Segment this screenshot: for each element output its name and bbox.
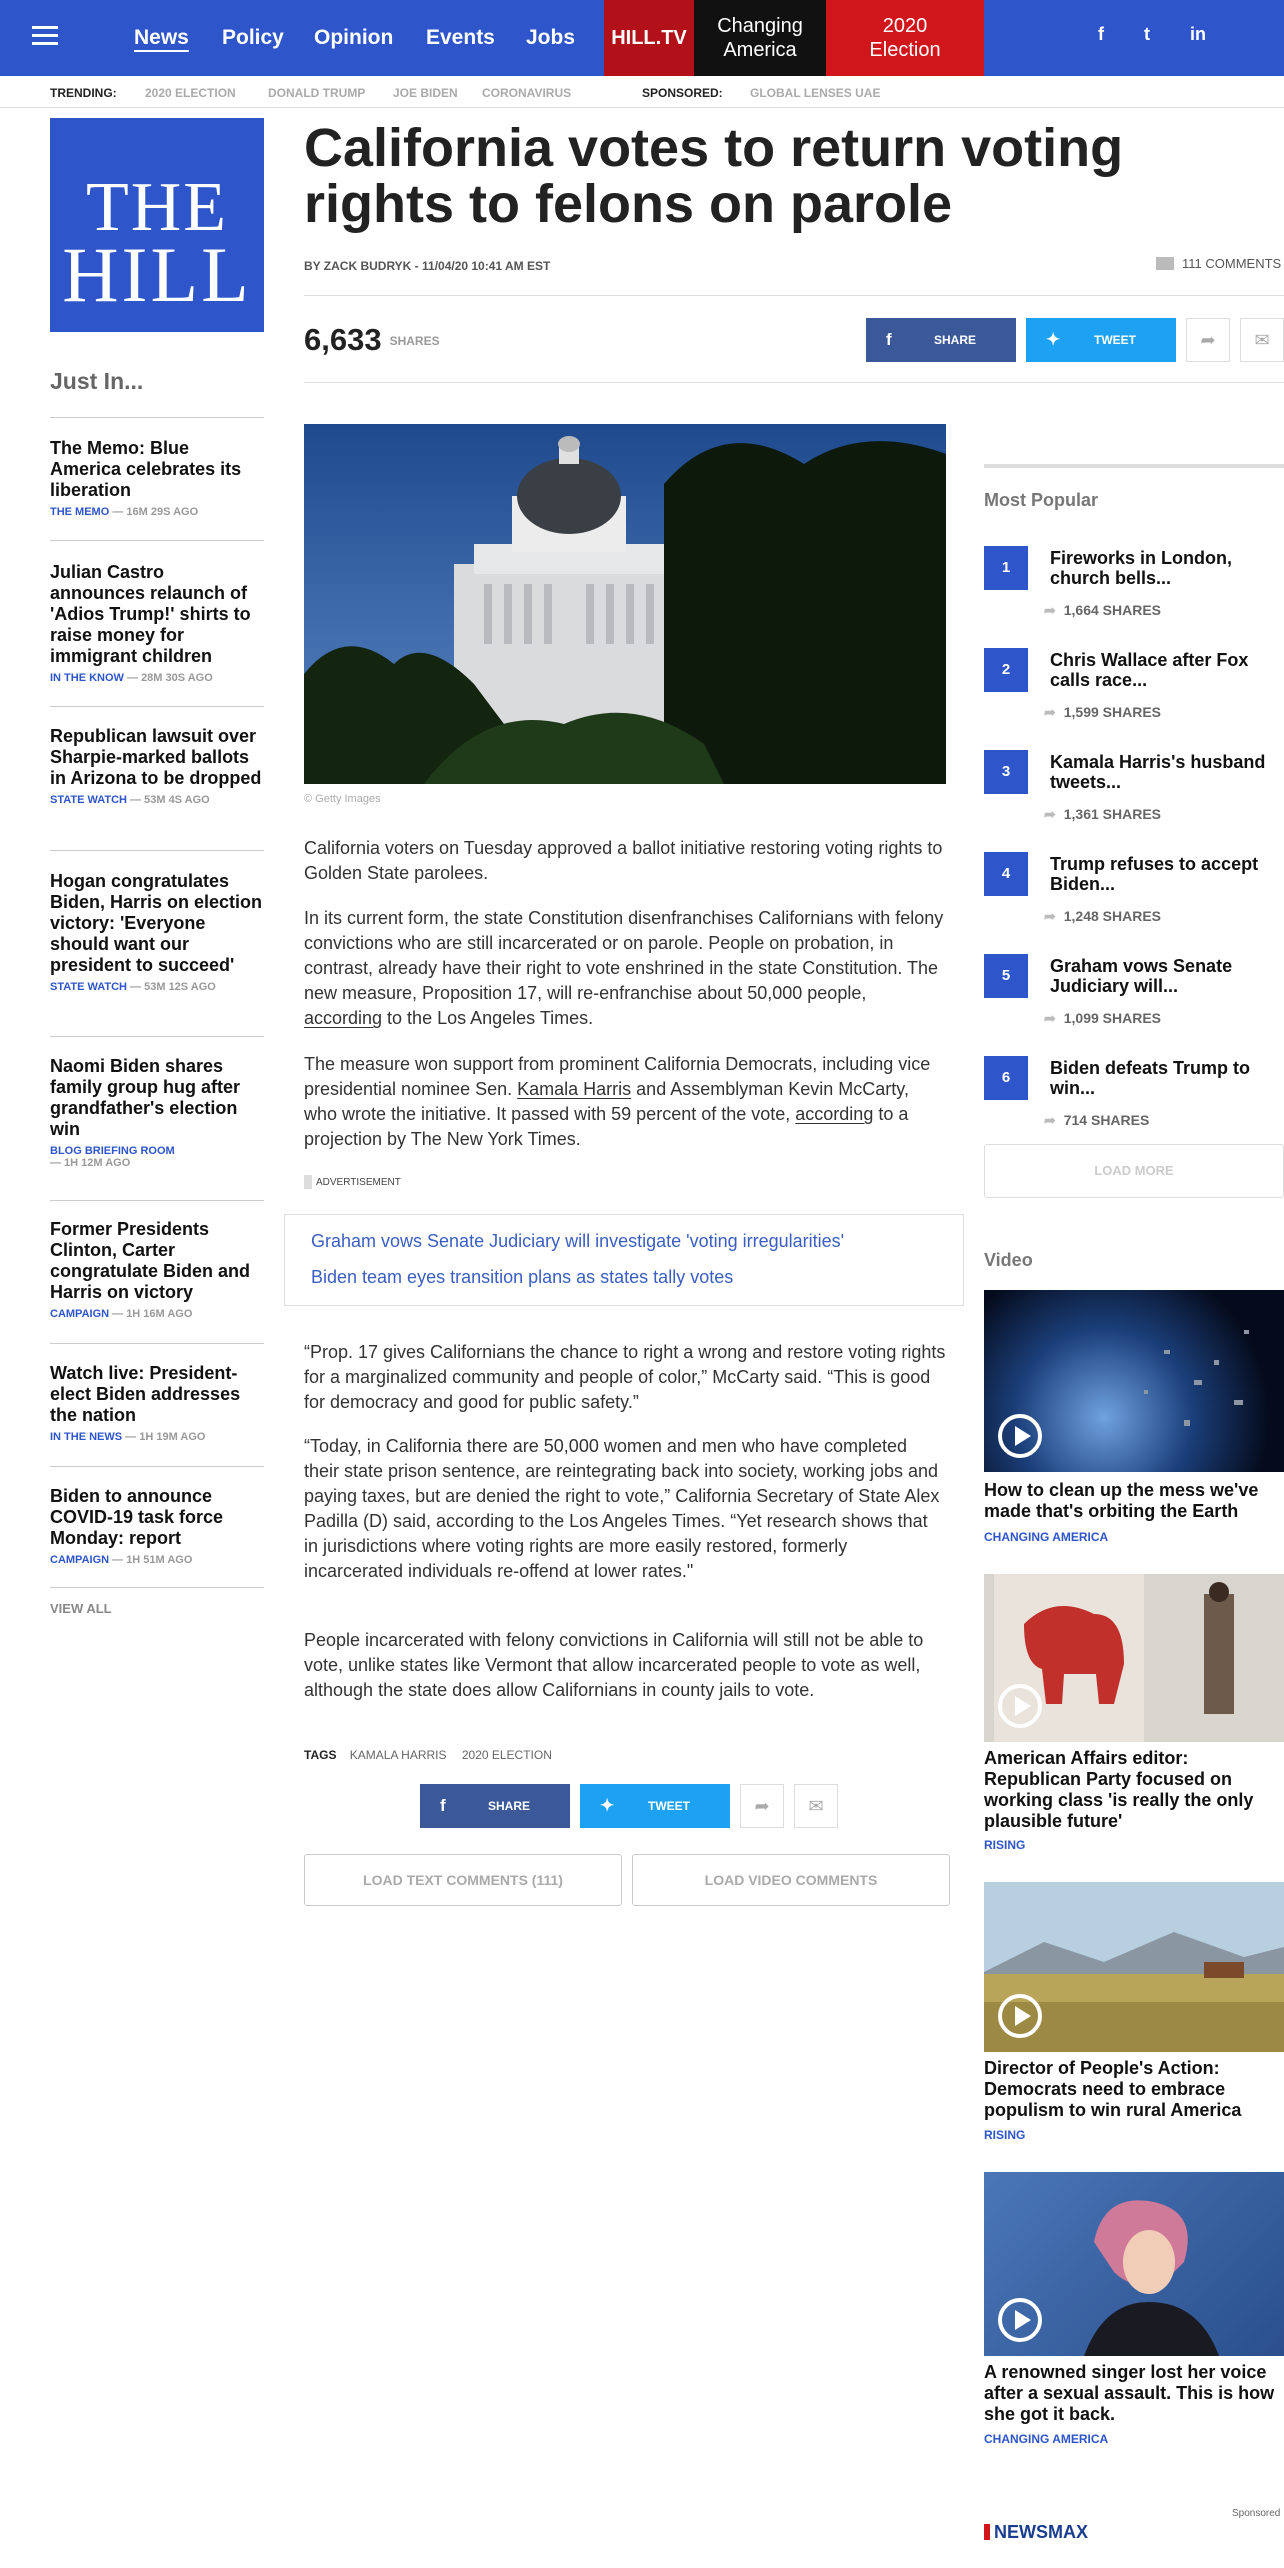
- video-title[interactable]: American Affairs editor: Republican Party focused on working class 'is really the only plausible future': [984, 1748, 1254, 1831]
- video-category[interactable]: CHANGING AMERICA: [984, 1530, 1109, 1544]
- just-in-title: Just In...: [50, 368, 144, 394]
- linkedin-icon[interactable]: in: [1190, 24, 1206, 44]
- popular-shares: ➦ 1,099 SHARES: [1044, 1010, 1162, 1026]
- email-icon[interactable]: ✉: [1240, 318, 1284, 362]
- rank-badge: 5: [984, 954, 1028, 998]
- popular-item[interactable]: Kamala Harris's husband tweets...: [1050, 752, 1266, 792]
- twitter-share-button[interactable]: ✦ TWEET: [1026, 318, 1176, 362]
- popular-item[interactable]: Trump refuses to accept Biden...: [1050, 854, 1259, 894]
- view-all-link[interactable]: VIEW ALL: [50, 1601, 112, 1616]
- share-arrow-icon: ➦: [1044, 1010, 1056, 1026]
- just-in-item[interactable]: Watch live: President-elect Biden addresses the nation IN THE NEWS — 1H 19M AGO: [50, 1363, 241, 1443]
- video-category[interactable]: RISING: [984, 2128, 1026, 2142]
- email-icon[interactable]: ✉: [794, 1784, 838, 1828]
- sponsored-item[interactable]: GLOBAL LENSES UAE: [750, 86, 881, 100]
- popular-shares: ➦ 1,599 SHARES: [1044, 704, 1162, 720]
- share-arrow-icon: ➦: [1044, 806, 1056, 822]
- video-thumbnail[interactable]: [984, 1290, 1284, 1472]
- twitter-icon[interactable]: t: [1144, 24, 1150, 44]
- share-arrow-icon: ➦: [1044, 908, 1056, 924]
- trending-label: TRENDING:: [50, 86, 117, 100]
- just-in-item[interactable]: Julian Castro announces relaunch of 'Adios Trump!' shirts to raise money for immigrant children IN THE KNOW — 28M 30S AGO: [50, 562, 251, 684]
- share-count: 6,633 SHARES: [304, 322, 440, 357]
- comment-icon: [1156, 257, 1174, 270]
- tag-link[interactable]: 2020 ELECTION: [461, 1748, 552, 1762]
- facebook-share-button[interactable]: f SHARE: [420, 1784, 570, 1828]
- tag-link[interactable]: KAMALA HARRIS: [349, 1748, 447, 1762]
- share-arrow-icon[interactable]: ➦: [740, 1784, 784, 1828]
- load-more-button[interactable]: LOAD MORE: [984, 1144, 1284, 1198]
- nav-opinion[interactable]: Opinion: [314, 26, 394, 49]
- just-in-item[interactable]: Naomi Biden shares family group hug after grandfather's election win BLOG BRIEFING ROOM — 1H 12M AGO: [50, 1056, 241, 1169]
- just-in-item[interactable]: Republican lawsuit over Sharpie-marked ballots in Arizona to be dropped STATE WATCH — 53M 4S AGO: [50, 726, 262, 806]
- facebook-icon: f: [886, 330, 892, 349]
- trending-item[interactable]: CORONAVIRUS: [482, 86, 572, 100]
- paragraph: The measure won support from prominent California Democrats, including vice presidential nominee Sen. Kamala Harris and Assemblyman Kevin McCarty, who wrote the initiative. It passed with 59 percent of the vote, according to a projection by The New York Times.: [304, 1054, 931, 1149]
- facebook-share-button[interactable]: f SHARE: [866, 318, 1016, 362]
- play-icon[interactable]: [998, 2298, 1042, 2342]
- facebook-icon: f: [440, 1796, 446, 1815]
- just-in-item[interactable]: Hogan congratulates Biden, Harris on election victory: 'Everyone should want our president to succeed' STATE WATCH — 53M 12S AGO: [50, 871, 263, 993]
- nav-hilltv[interactable]: HILL.TV: [604, 0, 694, 76]
- related-stories: [284, 1214, 964, 1306]
- popular-item[interactable]: Graham vows Senate Judiciary will...: [1050, 956, 1233, 996]
- article-headline: California votes to return voting rights to felons on parole: [304, 118, 1124, 234]
- sponsored-label: Sponsored: [1232, 2508, 1281, 2519]
- nav-news[interactable]: News: [134, 26, 189, 49]
- popular-shares: ➦ 1,361 SHARES: [1044, 806, 1162, 822]
- rank-badge: 4: [984, 852, 1028, 896]
- newsmax-logo[interactable]: NEWSMAX: [984, 2522, 1088, 2543]
- nav-changing-america[interactable]: Changing America: [694, 0, 826, 76]
- video-title[interactable]: A renowned singer lost her voice after a sexual assault. This is how she got it back.: [984, 2362, 1275, 2424]
- trending-bar: [0, 76, 1284, 108]
- rank-badge: 3: [984, 750, 1028, 794]
- rank-badge: 2: [984, 648, 1028, 692]
- load-video-comments-button[interactable]: LOAD VIDEO COMMENTS: [632, 1854, 950, 1906]
- rank-badge: 1: [984, 546, 1028, 590]
- just-in-item[interactable]: The Memo: Blue America celebrates its liberation THE MEMO — 16M 29S AGO: [50, 438, 242, 518]
- paragraph: “Today, in California there are 50,000 women and men who have completed their state prison sentence, are reintegrating back into society, working jobs and paying taxes, but are denied the right to vote,” California Secretary of State Alex Padilla (D) said, according to the Los Angeles Times. “Yet research shows that in jurisdictions where voting rights are more easily restored, formerly incarcerated individuals re-offend at lower rates.": [304, 1436, 940, 1581]
- most-popular-title: Most Popular: [984, 490, 1099, 510]
- related-link[interactable]: Biden team eyes transition plans as states tally votes: [311, 1267, 734, 1287]
- advertisement-label: ADVERTISEMENT: [304, 1177, 401, 1188]
- play-icon[interactable]: [998, 1684, 1042, 1728]
- popular-shares: ➦ 1,248 SHARES: [1044, 908, 1162, 924]
- related-link[interactable]: Graham vows Senate Judiciary will investigate 'voting irregularities': [311, 1231, 845, 1251]
- twitter-icon: ✦: [600, 1796, 615, 1815]
- play-icon[interactable]: [998, 1994, 1042, 2038]
- load-text-comments-button[interactable]: LOAD TEXT COMMENTS (111): [304, 1854, 622, 1906]
- byline: BY ZACK BUDRYK - 11/04/20 10:41 AM EST: [304, 259, 551, 273]
- paragraph: In its current form, the state Constitution disenfranchises Californians with felony convictions who are still incarcerated or on parole. People on probation, in contrast, already have their right to vote enshrined in the state Constitution. The new measure, Proposition 17, will re-enfranchise about 50,000 people, according to the Los Angeles Times.: [304, 908, 944, 1028]
- video-title[interactable]: Director of People's Action: Democrats need to embrace populism to win rural America: [984, 2058, 1242, 2120]
- nav-events[interactable]: Events: [426, 26, 495, 49]
- just-in-item[interactable]: Biden to announce COVID-19 task force Monday: report CAMPAIGN — 1H 51M AGO: [50, 1486, 224, 1566]
- popular-item[interactable]: Biden defeats Trump to win...: [1050, 1058, 1251, 1098]
- share-arrow-icon: ➦: [1044, 1112, 1056, 1128]
- video-section-title: Video: [984, 1250, 1033, 1270]
- photo-credit: © Getty Images: [304, 793, 381, 805]
- paragraph: People incarcerated with felony convictions in California will still not be able to vote, unlike states like Vermont that allow incarcerated people to vote as well, although the state does allow Californians in county jails to vote.: [304, 1630, 924, 1700]
- trending-item[interactable]: DONALD TRUMP: [268, 86, 366, 100]
- sponsored-label: SPONSORED:: [642, 86, 723, 100]
- video-thumbnail[interactable]: [984, 2172, 1284, 2356]
- play-icon[interactable]: [998, 1414, 1042, 1458]
- facebook-icon[interactable]: f: [1098, 24, 1104, 44]
- according-link[interactable]: according: [795, 1104, 874, 1124]
- video-thumbnail[interactable]: [984, 1574, 1284, 1742]
- tags: TAGS KAMALA HARRIS 2020 ELECTION: [304, 1748, 552, 1762]
- the-hill-logo[interactable]: THE HILL: [50, 118, 264, 332]
- twitter-share-button[interactable]: ✦ TWEET: [580, 1784, 730, 1828]
- according-link[interactable]: according: [304, 1008, 383, 1028]
- twitter-icon: ✦: [1046, 330, 1061, 349]
- popular-item[interactable]: Chris Wallace after Fox calls race...: [1050, 650, 1249, 690]
- trending-item[interactable]: 2020 ELECTION: [145, 86, 236, 100]
- nav-2020-election[interactable]: 2020 Election: [826, 0, 984, 76]
- nav-policy[interactable]: Policy: [222, 26, 284, 49]
- article-photo: [304, 424, 946, 784]
- video-category[interactable]: CHANGING AMERICA: [984, 2432, 1109, 2446]
- video-thumbnail[interactable]: [984, 1882, 1284, 2052]
- comments-link[interactable]: 111 COMMENTS: [1156, 256, 1281, 271]
- share-arrow-icon: ➦: [1044, 602, 1056, 618]
- paragraph: “Prop. 17 gives Californians the chance to right a wrong and restore voting rights for a marginalized community and people of color,” McCarty said. “This is good for democracy and good for public safety.”: [304, 1342, 946, 1412]
- share-arrow-icon[interactable]: ➦: [1186, 318, 1230, 362]
- video-title[interactable]: How to clean up the mess we've made that's orbiting the Earth: [984, 1480, 1259, 1521]
- share-arrow-icon: ➦: [1044, 704, 1056, 720]
- popular-item[interactable]: Fireworks in London, church bells...: [1050, 548, 1233, 588]
- kamala-harris-link[interactable]: Kamala Harris: [517, 1079, 632, 1099]
- paragraph: California voters on Tuesday approved a ballot initiative restoring voting rights to Golden State parolees.: [304, 838, 943, 883]
- video-category[interactable]: RISING: [984, 1838, 1026, 1852]
- trending-item[interactable]: JOE BIDEN: [393, 86, 458, 100]
- top-nav: [0, 0, 1284, 76]
- just-in-item[interactable]: Former Presidents Clinton, Carter congratulate Biden and Harris on victory CAMPAIGN — 1H 16M AGO: [50, 1219, 251, 1320]
- popular-shares: ➦ 714 SHARES: [1044, 1112, 1150, 1128]
- nav-jobs[interactable]: Jobs: [526, 26, 576, 49]
- rank-badge: 6: [984, 1056, 1028, 1100]
- popular-shares: ➦ 1,664 SHARES: [1044, 602, 1162, 618]
- menu-icon[interactable]: [32, 26, 58, 48]
